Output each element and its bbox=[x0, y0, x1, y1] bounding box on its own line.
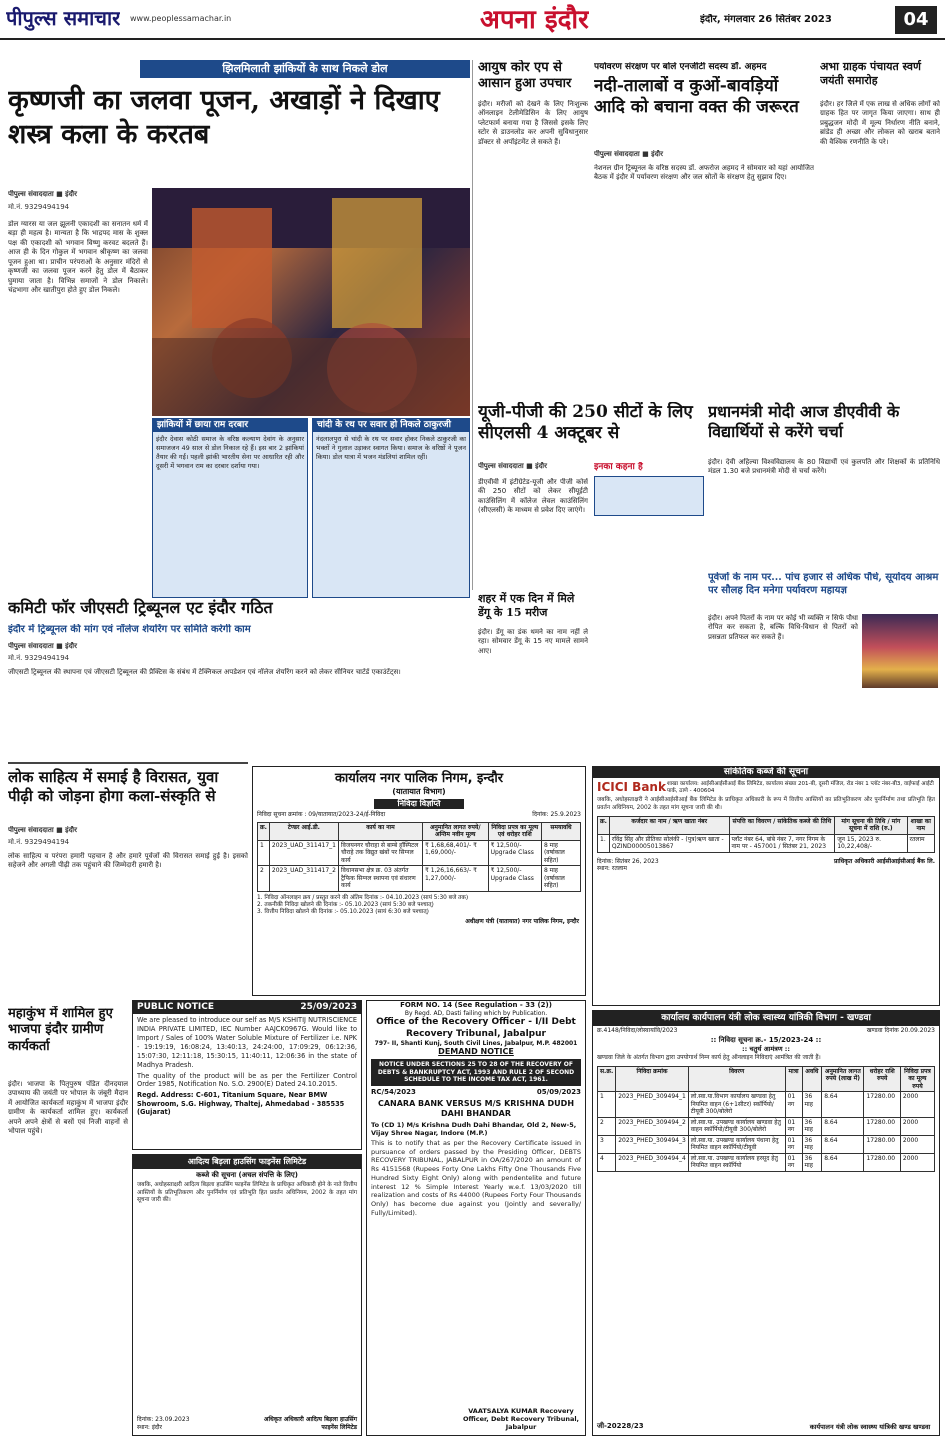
sidebar-box-1-body: इंदौर देवास कोठी समाज के वरिष्ठ कल्याण देवांग के अनुसार समाजजन 49 साल से डोल निकाल रहे हैं। इस बार 2 झांकियां तैयार की गईं। पहली झांकी भारतीय सेना पर आधारित रही और दूसरी में भगवान राम का दरबार दर्शाया गया। bbox=[156, 435, 304, 470]
lead-headline: कृष्णजी का जलवा पूजन, अखाड़ों ने दिखाए शस्त्र कला के करतब bbox=[8, 85, 440, 150]
icici-logo: ICICI Bank bbox=[597, 780, 666, 795]
icici-sign: प्राधिकृत अधिकारी आईसीआईसीआई बैंक लि. bbox=[834, 857, 935, 865]
pwd-cell: 4 bbox=[598, 1153, 616, 1171]
tender-cell: 2023_UAD_311417_1 bbox=[269, 840, 338, 866]
icici-cell: 1. bbox=[598, 834, 610, 852]
icici-table bbox=[597, 816, 935, 853]
gst-body: जीएसटी ट्रिब्यूनल की स्थापना एवं जीएसटी ट्रिब्यूनल की प्रैक्टिस के संबंध में टेक्निकल अपडेशन एवं नॉलेज शेयरिंग करने को लेकर सीनियर चार्टर्ड एकाउंटेंट्स। bbox=[8, 668, 401, 676]
tender-date-line: 3. वित्तीय निविदा खोलने की दिनांक :- 05.10.2023 (सायं 6:30 बजे पश्चात्) bbox=[257, 909, 429, 916]
pwd-cell: 01 नग bbox=[785, 1153, 802, 1171]
pwd-notice: :: निविदा सूचना क्र.- 15/2023-24 :: bbox=[710, 1035, 822, 1044]
pwd-cell: 2000 bbox=[900, 1117, 934, 1135]
recovery-sub: By Regd. AD, Dasti failing which by Publication. bbox=[404, 1009, 548, 1017]
pwd-col-header: निविदा क्रमांक bbox=[616, 1066, 689, 1092]
pwd-cell: 2000 bbox=[900, 1135, 934, 1153]
section-title: अपना इंदौर bbox=[480, 5, 589, 35]
pwd-row bbox=[598, 1117, 935, 1135]
pwd-cell: 01 नग bbox=[785, 1117, 802, 1135]
gst-byline: पीपुल्स संवाददाता ■ इंदौर bbox=[8, 642, 77, 650]
pwd-intro: खण्डवा जिले के अंतर्गत विभाग द्वारा उपयोगार्थ निम्न कार्य हेतु ऑनलाइन निविदाएं आमंत्रित की जाती हैं। bbox=[597, 1053, 821, 1061]
tender-cell: 2 bbox=[258, 866, 270, 892]
sahitya-headline: लोक साहित्य में समाई है विरासत, युवा पीढ़ी को जोड़ना होगा कला-संस्कृति से bbox=[8, 768, 219, 805]
lead-body: डोल ग्यारस या जल झूलनी एकादशी का सनातन धर्म में बड़ा ही महत्व है। मान्यता है कि भाद्रपद मास के शुक्ल पक्ष की एकादशी को भगवान विष्णु करवट बदलते हैं। आज ही के दिन गोकुल में भगवान श्रीकृष्ण का जलवा पूजन हुआ था। प्राचीन परंपराओं के अनुसार मंदिरों से कृष्णजी का जलवा पूजन करने हेतु डोल में बैठाकर घुमाया जाता है। विभिन्न समाजों ने डोल निकाले। चंद्रभागा और खातीपुरा होते हुए डोल निकले। bbox=[8, 220, 148, 295]
recovery-ad bbox=[366, 1000, 586, 1436]
dengue-headline: शहर में एक दिन में मिले डेंगू के 15 मरीज bbox=[478, 592, 575, 619]
pwd-cell: 2023_PHED_309494_1 bbox=[616, 1092, 689, 1118]
bjp-headline: महाकुंभ में शामिल हुए भाजपा इंदौर ग्रामीण कार्यकर्ता bbox=[8, 1006, 113, 1054]
quote-title: इनका कहना है bbox=[594, 462, 643, 472]
aditya-place: स्थान: इंदौर bbox=[137, 1423, 163, 1431]
tender-cell: विधानसभा क्षेत्र क्र. 03 अंतर्गत ट्रैफिक सिग्नल स्थापना एवं संधारण कार्य bbox=[339, 866, 423, 892]
ugpg-body: डीएवीवी में इंटीग्रेटेड-यूजी और पीजी कोर्स की 250 सीटों को लेकर सीयूईटी काउंसिलिंग में कॉलेज लेवल काउंसिलिंग (सीएलसी) के माध्यम से प्रवेश दिए जाएंगे। bbox=[478, 478, 588, 515]
modi-body: इंदौर। देवी अहिल्या विश्वविद्यालय के 80 विद्यार्थी एवं कुलपति और शिक्षकों के प्रतिनिधि मंडल 1.30 बजे प्रधानमंत्री मोदी से चर्चा करेंगे। bbox=[708, 458, 940, 476]
public-notice bbox=[132, 1000, 362, 1150]
aditya-body: जबकि, अधोहस्ताक्षरी आदित्य बिड़ला हाउसिंग फाइनेंस लिमिटेड के प्राधिकृत अधिकारी होने के नाते वित्तीय आस्तियों के प्रतिभूतिकरण और पुनर्निर्माण एवं प्रतिभूति हित प्रवर्तन अधिनियम, 2002 के तहत मांग सूचना जारी की। bbox=[137, 1181, 357, 1204]
pwd-cell: 36 माह bbox=[802, 1153, 822, 1171]
sidebar-box-2-body: नंदलालपुरा से चांदी के रथ पर सवार होकर निकले ठाकुरजी का भक्तों ने गुलाल उड़ाकर स्वागत किया। समाज के वरिष्ठों ने पूजन किया। डोल यात्रा में भजन मंडलियां शामिल रहीं। bbox=[316, 435, 466, 461]
pwd-sign: कार्यपालन यंत्री लोक स्वास्थ्य यांत्रिकी खण्ड खण्डवा bbox=[809, 1422, 931, 1431]
pwd-cell: 1 bbox=[598, 1092, 616, 1118]
gst-mobile: मो.नं. 9329494194 bbox=[8, 654, 70, 662]
aditya-ad bbox=[132, 1154, 362, 1436]
pwd-ad bbox=[592, 1010, 940, 1436]
icici-place: स्थान: रतलाम bbox=[597, 865, 627, 873]
tender-subtitle: (यातायात विभाग) bbox=[392, 787, 446, 797]
column-divider bbox=[472, 60, 473, 590]
pwd-col-header: विवरण bbox=[688, 1066, 785, 1092]
tender-row bbox=[258, 840, 581, 866]
pwd-col-header: अनुमानित लागत रुपये (लाख में) bbox=[822, 1066, 864, 1092]
pwd-cell: 8.64 bbox=[822, 1153, 864, 1171]
tender-date-line: 1. निविदा ऑनलाइन क्रय / प्रस्तुत करने की अंतिम दिनांक :- 04.10.2023 (सायं 5:30 बजे तक) bbox=[257, 894, 469, 901]
icici-date: दिनांक: सितंबर 26, 2023 bbox=[597, 857, 659, 865]
website-link[interactable]: www.peoplessamachar.in bbox=[130, 14, 232, 23]
recovery-parties: CANARA BANK VERSUS M/S KRISHNA DUDH DAHI BHANDAR bbox=[377, 1098, 575, 1118]
pwd-cell: लो.स्वा.या. उपखण्ड कार्यालय खण्डवा हेतु वाहन स्कॉर्पियो/टीयूवी 300/बोलेरो bbox=[688, 1117, 785, 1135]
procession-image bbox=[152, 188, 470, 416]
public-notice-title: PUBLIC NOTICE bbox=[137, 1002, 215, 1012]
tender-cell: 8 माह (वर्षाकाल सहित) bbox=[541, 840, 580, 866]
pwd-cell: 36 माह bbox=[802, 1117, 822, 1135]
pwd-cell: 8.64 bbox=[822, 1135, 864, 1153]
lead-byline: पीपुल्स संवाददाता ■ इंदौर bbox=[8, 190, 77, 198]
pwd-cell: 01 नग bbox=[785, 1092, 802, 1118]
lead-kicker: झिलमिलाती झांकियों के साथ निकले डोल bbox=[140, 60, 470, 78]
pwd-title: कार्यालय कार्यपालन यंत्री लोक स्वास्थ्य यांत्रिकी विभाग - खण्डवा bbox=[593, 1011, 939, 1026]
pwd-cell: 36 माह bbox=[802, 1092, 822, 1118]
modi-headline: प्रधानमंत्री मोदी आज डीएवीवी के विद्यार्थियों से करेंगे चर्चा bbox=[708, 402, 900, 441]
recovery-sign: VAATSALYA KUMAR Recovery Officer, Debt Recovery Tribunal, Jabalpur bbox=[462, 1406, 580, 1431]
tender-col-header: समयावधि bbox=[541, 822, 580, 840]
tender-row bbox=[258, 866, 581, 892]
pwd-cell: 3 bbox=[598, 1135, 616, 1153]
icici-cell: प्लॉट नंबर 64, बांबे नंबर 7, नगर निगम के नाम पर - 457001 / सितंबर 21, 2023 bbox=[729, 834, 835, 852]
pwd-cell: 2023_PHED_309494_3 bbox=[616, 1135, 689, 1153]
tender-notice: निविदा विज्ञप्ति bbox=[374, 799, 464, 809]
recovery-rc-date: 05/09/2023 bbox=[536, 1087, 581, 1096]
icici-ad bbox=[592, 766, 940, 1006]
plant-headline: पूर्वजों के नाम पर... पांच हजार से अधिक पौधे, सूर्योदय आश्रम पर सौलह दिन मनेगा पर्यावरण महायज्ञ bbox=[708, 572, 939, 596]
tender-col-header: अनुमानित लागत रुपये/अन्तिम नवीन मूल्य bbox=[422, 822, 488, 840]
sahitya-mobile: मो.नं. 9329494194 bbox=[8, 838, 70, 846]
icici-body: जबकि, अधोहस्ताक्षरी ने आईसीआईसीआई बैंक लिमिटेड के प्राधिकृत अधिकारी के रूप में वित्तीय आस्तियों का प्रतिभूतिकरण और पुनर्निर्माण तथा प्रतिभूति हित प्रवर्तन अधिनियम, 2002 के तहत मांग सूचना जारी की थी। bbox=[597, 797, 935, 812]
pwd-cell: लो.स्वा.या. उपखण्ड कार्यालय हरसूद हेतु नियमित वाहन स्कॉर्पियो bbox=[688, 1153, 785, 1171]
sidebar-box-2-title: चांदी के रथ पर सवार हो निकले ठाकुरजी bbox=[313, 419, 469, 432]
tender-cell: 1 bbox=[258, 840, 270, 866]
pwd-sub: :: चतुर्थ आमंत्रण :: bbox=[742, 1044, 790, 1053]
tender-cell: 8 माह (वर्षाकाल सहित) bbox=[541, 866, 580, 892]
pwd-row bbox=[598, 1092, 935, 1118]
grahak-body: इंदौर। हर जिले में एक लाख से अधिक लोगों को ग्राहक हित पर जागृत किया जाएगा। साथ ही प्रबुद्धजन मोदी में मूल्य निर्धारण नीति बनाने, ब्रांडेड ही अच्छा और लोकल को खराब बताने की वैश्विक रणनीति के परे। bbox=[820, 100, 940, 146]
pwd-col-header: मात्रा bbox=[785, 1066, 802, 1092]
masthead: पीपुल्स समाचार bbox=[6, 6, 121, 30]
ayush-body: इंदौर। मरीजों को देखने के लिए निःशुल्क ऑनलाइन टेलीमेडिसिन के लिए आयुष प्लेटफार्म बनाया गया है जिससे इसके लिए स्टोर से डाउनलोड कर अपनी सुविधानुसार डॉक्टर से अपॉइंटमेंट ले सकते हैं। bbox=[478, 100, 588, 146]
recovery-notice: NOTICE UNDER SECTIONS 25 TO 28 OF THE RECOVERY OF DEBTS & BANKRUPTCY ACT, 1993 AND RULE 2 OF SECOND SCHEDULE TO THE INCOME TAX ACT, 1961. bbox=[371, 1059, 581, 1086]
pwd-cell: 8.64 bbox=[822, 1092, 864, 1118]
recovery-office: Office of the Recovery Officer - I/II Debt Recovery Tribunal, Jabalpur bbox=[376, 1017, 576, 1039]
tender-ref: निविदा सूचना क्रमांक : 09/यातायात/2023-24/ई-निविदा bbox=[257, 811, 386, 819]
tender-col-header: कार्य का नाम bbox=[339, 822, 423, 840]
icici-col-header: कर्जदार का नाम / ऋण खाता नंबर bbox=[609, 816, 729, 834]
aditya-bank: आदित्य बिड़ला हाउसिंग फाइनेंस लिमिटेड bbox=[133, 1155, 361, 1169]
icici-branch: शाखा कार्यालय: आईसीआईसीआई बैंक लिमिटेड, कार्यालय संख्या 201-बी, दूसरी मंजिल, रोड नंबर 1 प्लॉट नंबर-बी3, वाईफाई आईटी पार्क, ठाणे - 400604 bbox=[667, 780, 934, 794]
pwd-table bbox=[597, 1066, 935, 1172]
page-number: 04 bbox=[895, 6, 937, 34]
pwd-row bbox=[598, 1135, 935, 1153]
ngt-kicker: पर्यावरण संरक्षण पर बोले एनजीटी सदस्य डॉ. अहमद bbox=[594, 62, 767, 72]
tender-ad bbox=[252, 766, 586, 996]
recovery-form: FORM NO. 14 (See Regulation - 33 (2)) bbox=[400, 1001, 552, 1009]
icici-col-header: क्र. bbox=[598, 816, 610, 834]
pwd-col-header: निविदा प्रपत्र का मूल्य रुपये bbox=[900, 1066, 934, 1092]
recovery-demand: DEMAND NOTICE bbox=[438, 1047, 514, 1057]
tender-col-header: टेण्डर आई.डी. bbox=[269, 822, 338, 840]
sahitya-byline: पीपुल्स संवाददाता ■ इंदौर bbox=[8, 826, 77, 834]
icici-cell: जून 15, 2023 रु. 10,22,408/- bbox=[835, 834, 907, 852]
ugpg-headline: यूजी-पीजी की 250 सीटों के लिए सीएलसी 4 अक्टूबर से bbox=[478, 402, 693, 444]
public-notice-address: Regd. Address: C-601, Titanium Square, Near BMW Showroom, S.G. Highway, Thaltej, Ahmedabad - 385535 (Gujarat) bbox=[137, 1091, 345, 1116]
pwd-cell: 8.64 bbox=[822, 1117, 864, 1135]
pwd-date: खण्डवा दिनांक 20.09.2023 bbox=[866, 1027, 935, 1035]
icici-col-header: संपत्ति का विवरण / सांकेतिक कब्जे की तिथि bbox=[729, 816, 835, 834]
pwd-row bbox=[598, 1153, 935, 1171]
plant-body: इंदौर। अपने पितरों के नाम पर कोई भी व्यक्ति न सिर्फ पौधा रोपित कर सकता है, बल्कि विधि-विधान से पितरों को प्रसन्नता प्रतिफल कर सकते हैं। bbox=[708, 614, 858, 641]
recovery-rc: RC/54/2023 bbox=[371, 1087, 416, 1096]
pwd-cell: लो.स्वा.या.विभाग कार्यालय खण्डवा हेतु नियमित वाहन (6+1सीटर) स्कॉर्पियो/टीयूवी 300/बोलेरो bbox=[688, 1092, 785, 1118]
tender-cell: विजयनगर चौराहा से बाम्बे हॉस्पिटल चौराहे तक विद्युत खंबों पर सिग्नल कार्य bbox=[339, 840, 423, 866]
icici-cell: रतलाम bbox=[907, 834, 935, 852]
pwd-ref: क्र.4148/निविदा/लोस्वायांवि/2023 bbox=[597, 1027, 678, 1035]
pwd-cell: 2000 bbox=[900, 1092, 934, 1118]
quote-box bbox=[594, 476, 704, 516]
tender-title: कार्यालय नगर पालिक निगम, इन्दौर bbox=[334, 771, 504, 786]
tender-cell: ₹ 12,500/- Upgrade Class bbox=[488, 866, 541, 892]
recovery-body: This is to notify that as per the Recovery Certificate issued in pursuance of orders passed by the Presiding Officer, DEBTS RECOVERY TRIBUNAL, JABALPUR in OA/267/2020 an amount of Rs 4151568 (Rupees Forty One Lakhs Fifty One Thousands Five Hundred Sixty Eight Only) along with pendentelite and future interest 12 % Simple Interest Yearly w.e.f. 13/03/2020 till realization and costs of Rs 44000 (Rupees Forty Four Thousands Only) has become due against you (Jointly and severally/ Fully/Limited). bbox=[371, 1138, 581, 1217]
tender-col-header: निविदा प्रपत्र का मूल्य एवं धरोहर राशि bbox=[488, 822, 541, 840]
lead-mobile: मो.नं. 9329494194 bbox=[8, 203, 70, 211]
tender-cell: ₹ 1,68,68,401/- ₹ 1,69,000/- bbox=[422, 840, 488, 866]
tender-dates bbox=[253, 895, 585, 917]
tender-cell: ₹ 1,26,16,663/- ₹ 1,27,000/- bbox=[422, 866, 488, 892]
lead-photo bbox=[152, 188, 470, 416]
ngt-body: नेशनल ग्रीन ट्रिब्यूनल के वरिष्ठ सदस्य डॉ. अफरोज अहमद ने सोमवार को यहां आयोजित बैठक में इंदौर में पर्यावरण संरक्षण और जल स्रोतों के संरक्षण हेतु सुझाव दिए। bbox=[594, 164, 814, 182]
ayush-headline: आयुष कोर एप से आसान हुआ उपचार bbox=[478, 60, 572, 92]
icici-cell: रविंद्र सिंह और प्रीतिका सोलंकी - (पुत्र)ऋण खाता - QZIND00005013867 bbox=[609, 834, 729, 852]
public-notice-date: 25/09/2023 bbox=[300, 1002, 357, 1012]
pwd-cell: 2023_PHED_309494_4 bbox=[616, 1153, 689, 1171]
pwd-cell: 36 माह bbox=[802, 1135, 822, 1153]
sahitya-body: लोक साहित्य व परंपरा हमारी पहचान है और हमारे पूर्वजों की विरासत समाई हुई है। इसको सहेजने और अगली पीढ़ी तक पहुंचाने की जिम्मेदारी हमारी है। bbox=[8, 852, 248, 870]
tender-table bbox=[257, 822, 581, 892]
public-notice-body: We are pleased to introduce our self as M/S KSHITIJ NUTRISCIENCE INDIA PRIVATE LIMITED, IEC Number AAJCK0967G. Would like to Import / Sales of 100% Water Soluble Mixture of Fertilizer i.e. NPK - 19:19:19, 16:08:24, 13:40:13, 24:24:00, 17:09:29, 06:12:36, 15:07:30, 12:11:18, 15:30:15, 11:40:11, 12:06:36 in the state of Madhya Pradesh. bbox=[137, 1016, 357, 1069]
bjp-body: इंदौर। भाजपा के पितृपुरुष पंडित दीनदयाल उपाध्याय की जयंती पर भोपाल के जंबूरी मैदान में आयोजित कार्यकर्ता महाकुंभ में भाजपा इंदौर ग्रामीण के कार्यकर्ता शामिल हुए। कार्यकर्ता अपने अपने क्षेत्रों से बसों एवं निजी वाहनों से भोपाल पहुंचे। bbox=[8, 1080, 128, 1136]
aditya-date: दिनांक: 23.09.2023 bbox=[137, 1416, 190, 1423]
pwd-cell: 17280.00 bbox=[864, 1117, 900, 1135]
ugpg-byline: पीपुल्स संवाददाता ■ इंदौर bbox=[478, 462, 547, 470]
tender-date-line: 2. तकनीकी निविदा खोलने की दिनांक :- 05.10.2023 (सायं 5:30 बजे पश्चात्) bbox=[257, 901, 434, 908]
public-notice-body2: The quality of the product will be as per the Fertilizer Control Order 1985, Notification No. S.O. 2900(E) Dated 24.10.2015. bbox=[137, 1071, 357, 1089]
sidebar-box-1 bbox=[152, 418, 308, 598]
tender-date: दिनांक: 25.9.2023 bbox=[532, 811, 581, 819]
pwd-cell: 2000 bbox=[900, 1153, 934, 1171]
pwd-col-header: अवधि bbox=[802, 1066, 822, 1092]
dengue-body: इंदौर। डेंगू का डंक थमने का नाम नहीं ले रहा। सोमवार डेंगू के 15 नए मामले सामने आए। bbox=[478, 628, 588, 655]
tender-cell: ₹ 12,500/- Upgrade Class bbox=[488, 840, 541, 866]
saint-photo bbox=[862, 614, 938, 688]
gst-headline: कमिटी फॉर जीएसटी ट्रिब्यूनल एट इंदौर गठित bbox=[8, 598, 273, 617]
dateline: इंदौर, मंगलवार 26 सितंबर 2023 bbox=[700, 14, 832, 25]
pwd-cell: लो.स्वा.या. उपखण्ड कार्यालय पंधाना हेतु नियमित वाहन स्कॉर्पियो/टीयूवी bbox=[688, 1135, 785, 1153]
pwd-cell: 17280.00 bbox=[864, 1153, 900, 1171]
pwd-cell: 01 नग bbox=[785, 1135, 802, 1153]
aditya-title: कब्जे की सूचना (अचल संपत्ति के लिए) bbox=[196, 1171, 298, 1179]
pwd-col-header: धरोहर राशि रुपये bbox=[864, 1066, 900, 1092]
pwd-cell: 2 bbox=[598, 1117, 616, 1135]
recovery-to: To (CD 1) M/s Krishna Dudh Dahi Bhandar, Old 2, New-5, Vijay Shree Nagar, Indore (M.P.) bbox=[371, 1120, 577, 1137]
icici-col-header: शाखा का नाम bbox=[907, 816, 935, 834]
gst-subhead: इंदौर में ट्रिब्यूनल की मांग एवं नॉलेज शेयरिंग पर समिति करेगी काम bbox=[8, 624, 251, 635]
icici-title: सांकेतिक कब्जे की सूचना bbox=[593, 767, 939, 778]
ngt-headline: नदी-तालाबों व कुओं-बावड़ियों आदि को बचाना वक्त की जरूरत bbox=[594, 76, 799, 118]
recovery-address: 797- II, Shanti Kunj, South Civil Lines, Jabalpur, M.P. 482001 bbox=[374, 1039, 578, 1047]
pwd-col-header: स.क्र. bbox=[598, 1066, 616, 1092]
tender-sign: अधीक्षण यंत्री (यातायात) नगर पालिक निगम, इन्दौर bbox=[465, 918, 579, 926]
section-rule bbox=[8, 762, 248, 764]
icici-row bbox=[598, 834, 935, 852]
tender-cell: 2023_UAD_311417_2 bbox=[269, 866, 338, 892]
icici-col-header: मांग सूचना की तिथि / मांग सूचना में राशि (रु.) bbox=[835, 816, 907, 834]
sidebar-box-1-title: झांकियों में छाया राम दरबार bbox=[153, 419, 307, 432]
tender-col-header: क्र. bbox=[258, 822, 270, 840]
pwd-cell: 17280.00 bbox=[864, 1092, 900, 1118]
pwd-footer: जी-20228/23 bbox=[597, 1422, 644, 1431]
pwd-cell: 17280.00 bbox=[864, 1135, 900, 1153]
grahak-headline: अभा ग्राहक पंचायत स्वर्ण जयंती समारोह bbox=[820, 60, 921, 87]
pwd-cell: 2023_PHED_309494_2 bbox=[616, 1117, 689, 1135]
sidebar-box-2 bbox=[312, 418, 470, 598]
aditya-sign: अधिकृत अधिकारी आदित्य बिड़ला हाउसिंग फाइनेंस लिमिटेड bbox=[263, 1416, 357, 1431]
ngt-byline: पीपुल्स संवाददाता ■ इंदौर bbox=[594, 150, 663, 158]
